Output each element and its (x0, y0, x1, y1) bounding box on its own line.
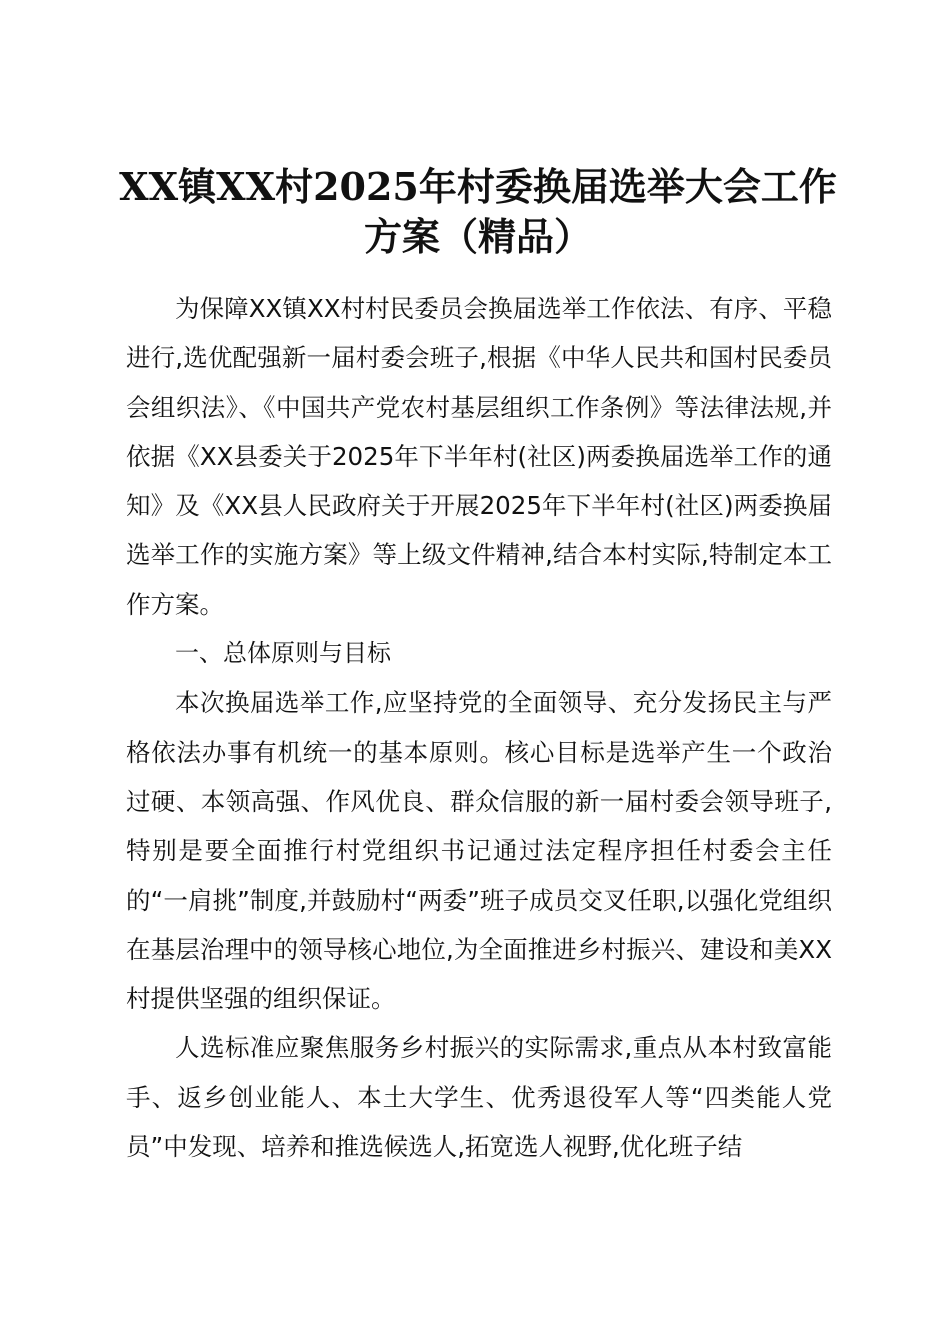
document-title: XX镇XX村2025年村委换届选举大会工作方案（精品） (119, 164, 837, 259)
document-body (126, 284, 832, 1171)
intro-paragraph: 为保障XX镇XX村村民委员会换届选举工作依法、有序、平稳进行,选优配强新一届村委会班子,根据《中华人民共和国村民委员会组织法》、《中国共产党农村基层组织工作条例》等法律法规,并依据《XX县委关于2025年下半年村(社区)两委换届选举工作的通知》及《XX县人民政府关于开展2025年下半年村(社区)两委换届选举工作的实施方案》等上级文件精神,结合本村实际,特制定本工作方案。 (126, 294, 832, 619)
principles-paragraph: 本次换届选举工作,应坚持党的全面领导、充分发扬民主与严格依法办事有机统一的基本原则。核心目标是选举产生一个政治过硬、本领高强、作风优良、群众信服的新一届村委会领导班子,特别是要全面推行村党组织书记通过法定程序担任村委会主任的“一肩挑”制度,并鼓励村“两委”班子成员交叉任职,以强化党组织在基层治理中的领导核心地位,为全面推进乡村振兴、建设和美XX村提供坚强的组织保证。 (126, 688, 832, 1014)
section-heading: 一、总体原则与目标 (175, 639, 391, 668)
candidate-standards-paragraph: 人选标准应聚焦服务乡村振兴的实际需求,重点从本村致富能手、返乡创业能人、本土大学生、优秀退役军人等“四类能人党员”中发现、培养和推选候选人,拓宽选人视野,优化班子结 (126, 1033, 832, 1162)
